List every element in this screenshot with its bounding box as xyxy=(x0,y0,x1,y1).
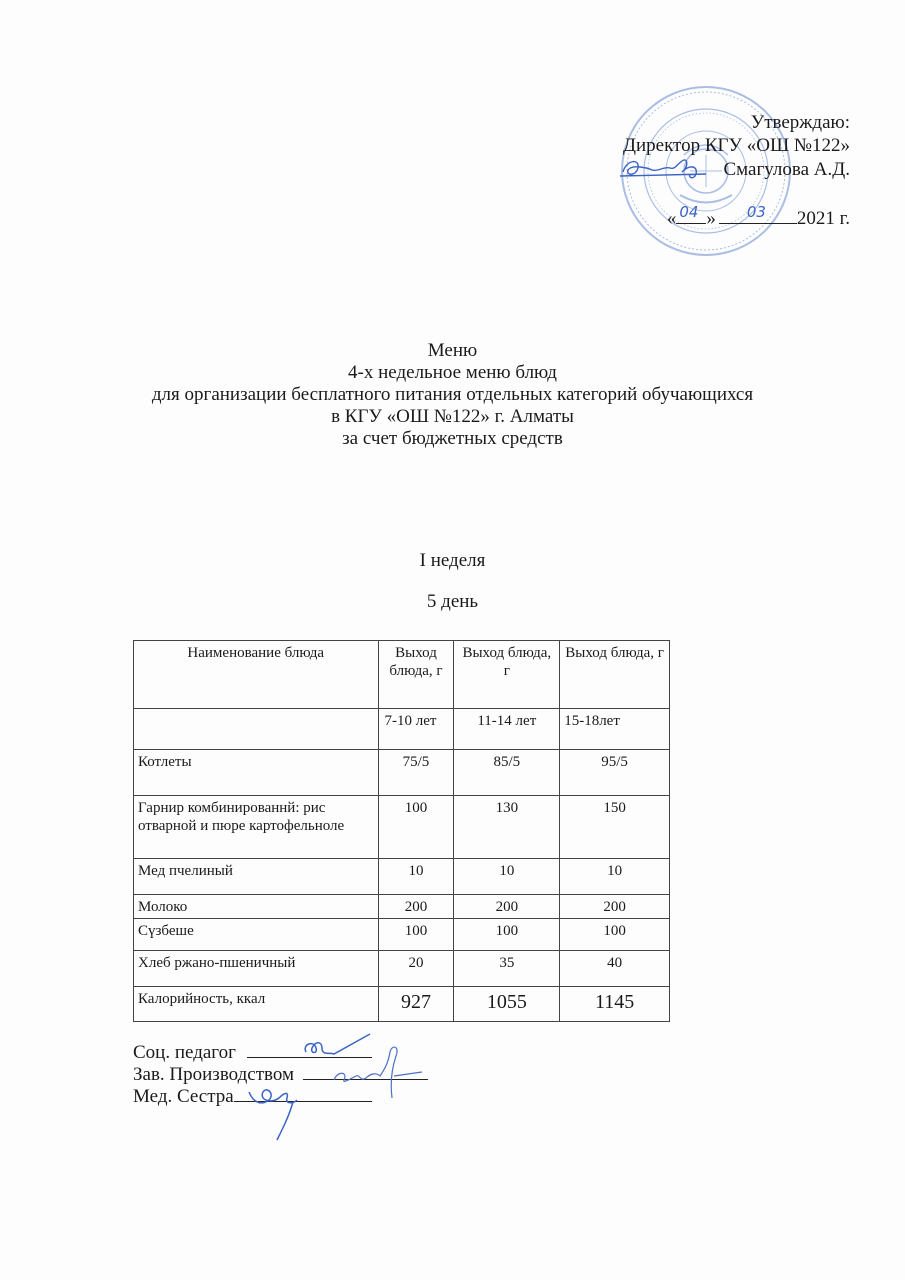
dish-name: Сүзбеше xyxy=(134,919,379,951)
social-teacher-signature-line xyxy=(247,1041,372,1058)
table-row xyxy=(134,859,670,895)
date-year: 2021 г. xyxy=(796,208,850,229)
header-yield-15-18: Выход блюда, г xyxy=(560,641,670,709)
calories-label: Калорийность, ккал xyxy=(134,987,379,1022)
menu-table xyxy=(133,640,670,1022)
age-15-18: 15-18лет xyxy=(560,709,670,750)
table-age-row xyxy=(134,709,670,750)
table-row xyxy=(134,919,670,951)
date-day: 04 xyxy=(679,203,699,221)
table-header-row xyxy=(134,641,670,709)
dish-name: Хлеб ржано-пшеничный xyxy=(134,951,379,987)
social-teacher-label: Соц. педагог xyxy=(133,1042,236,1063)
nurse-signature-line xyxy=(234,1085,372,1102)
dish-name: Молоко xyxy=(134,895,379,919)
signature-nurse xyxy=(133,1085,372,1108)
yield-7-10: 100 xyxy=(378,919,454,951)
signature-social-teacher xyxy=(133,1041,372,1064)
yield-7-10: 10 xyxy=(378,859,454,895)
day-label: 5 день xyxy=(426,591,479,612)
week-label: I неделя xyxy=(419,550,486,571)
yield-7-10: 100 xyxy=(378,796,454,859)
yield-15-18: 10 xyxy=(560,859,670,895)
yield-7-10: 200 xyxy=(378,895,454,919)
document-title xyxy=(0,340,905,450)
title-line-1: Меню xyxy=(427,340,478,361)
yield-7-10: 75/5 xyxy=(378,750,454,796)
production-head-signature-line xyxy=(303,1063,428,1080)
age-empty xyxy=(134,709,379,750)
title-line-3: для организации бесплатного питания отдельных категорий обучающихся xyxy=(151,384,754,405)
yield-15-18: 40 xyxy=(560,951,670,987)
signature-production-head xyxy=(133,1063,428,1086)
calories-15-18: 1145 xyxy=(560,987,670,1022)
dish-name: Мед пчелиный xyxy=(134,859,379,895)
date-month: 03 xyxy=(746,203,766,221)
title-line-5: за счет бюджетных средств xyxy=(342,428,563,449)
table-row xyxy=(134,951,670,987)
approval-director: Директор КГУ «ОШ №122» xyxy=(623,135,850,156)
calories-row xyxy=(134,987,670,1022)
age-7-10: 7-10 лет xyxy=(378,709,454,750)
approval-name-text: Смагулова А.Д. xyxy=(723,159,850,180)
yield-15-18: 150 xyxy=(560,796,670,859)
table-row xyxy=(134,895,670,919)
production-head-label: Зав. Производством xyxy=(133,1064,295,1085)
yield-11-14: 35 xyxy=(454,951,560,987)
yield-15-18: 200 xyxy=(560,895,670,919)
dish-name: Гарнир комбинированнй: рис отварной и пюре картофельноле xyxy=(134,796,379,859)
calories-11-14: 1055 xyxy=(454,987,560,1022)
yield-11-14: 85/5 xyxy=(454,750,560,796)
yield-11-14: 10 xyxy=(454,859,560,895)
header-yield-11-14: Выход блюда, г xyxy=(454,641,560,709)
yield-15-18: 100 xyxy=(560,919,670,951)
nurse-label: Мед. Сестра xyxy=(133,1086,234,1107)
header-dish-name: Наименование блюда xyxy=(134,641,379,709)
title-line-2: 4-х недельное меню блюд xyxy=(348,362,557,383)
yield-11-14: 200 xyxy=(454,895,560,919)
yield-11-14: 130 xyxy=(454,796,560,859)
approval-name xyxy=(723,158,850,181)
approval-title: Утверждаю: xyxy=(750,112,850,133)
table-row xyxy=(134,796,670,859)
table-row xyxy=(134,750,670,796)
calories-7-10: 927 xyxy=(378,987,454,1022)
dish-name: Котлеты xyxy=(134,750,379,796)
header-yield-7-10: Выход блюда, г xyxy=(378,641,454,709)
yield-15-18: 95/5 xyxy=(560,750,670,796)
approval-date: « 04 » 03 2021 г. xyxy=(666,203,850,229)
title-line-4: в КГУ «ОШ №122» г. Алматы xyxy=(331,406,574,427)
yield-11-14: 100 xyxy=(454,919,560,951)
age-11-14: 11-14 лет xyxy=(454,709,560,750)
yield-7-10: 20 xyxy=(378,951,454,987)
